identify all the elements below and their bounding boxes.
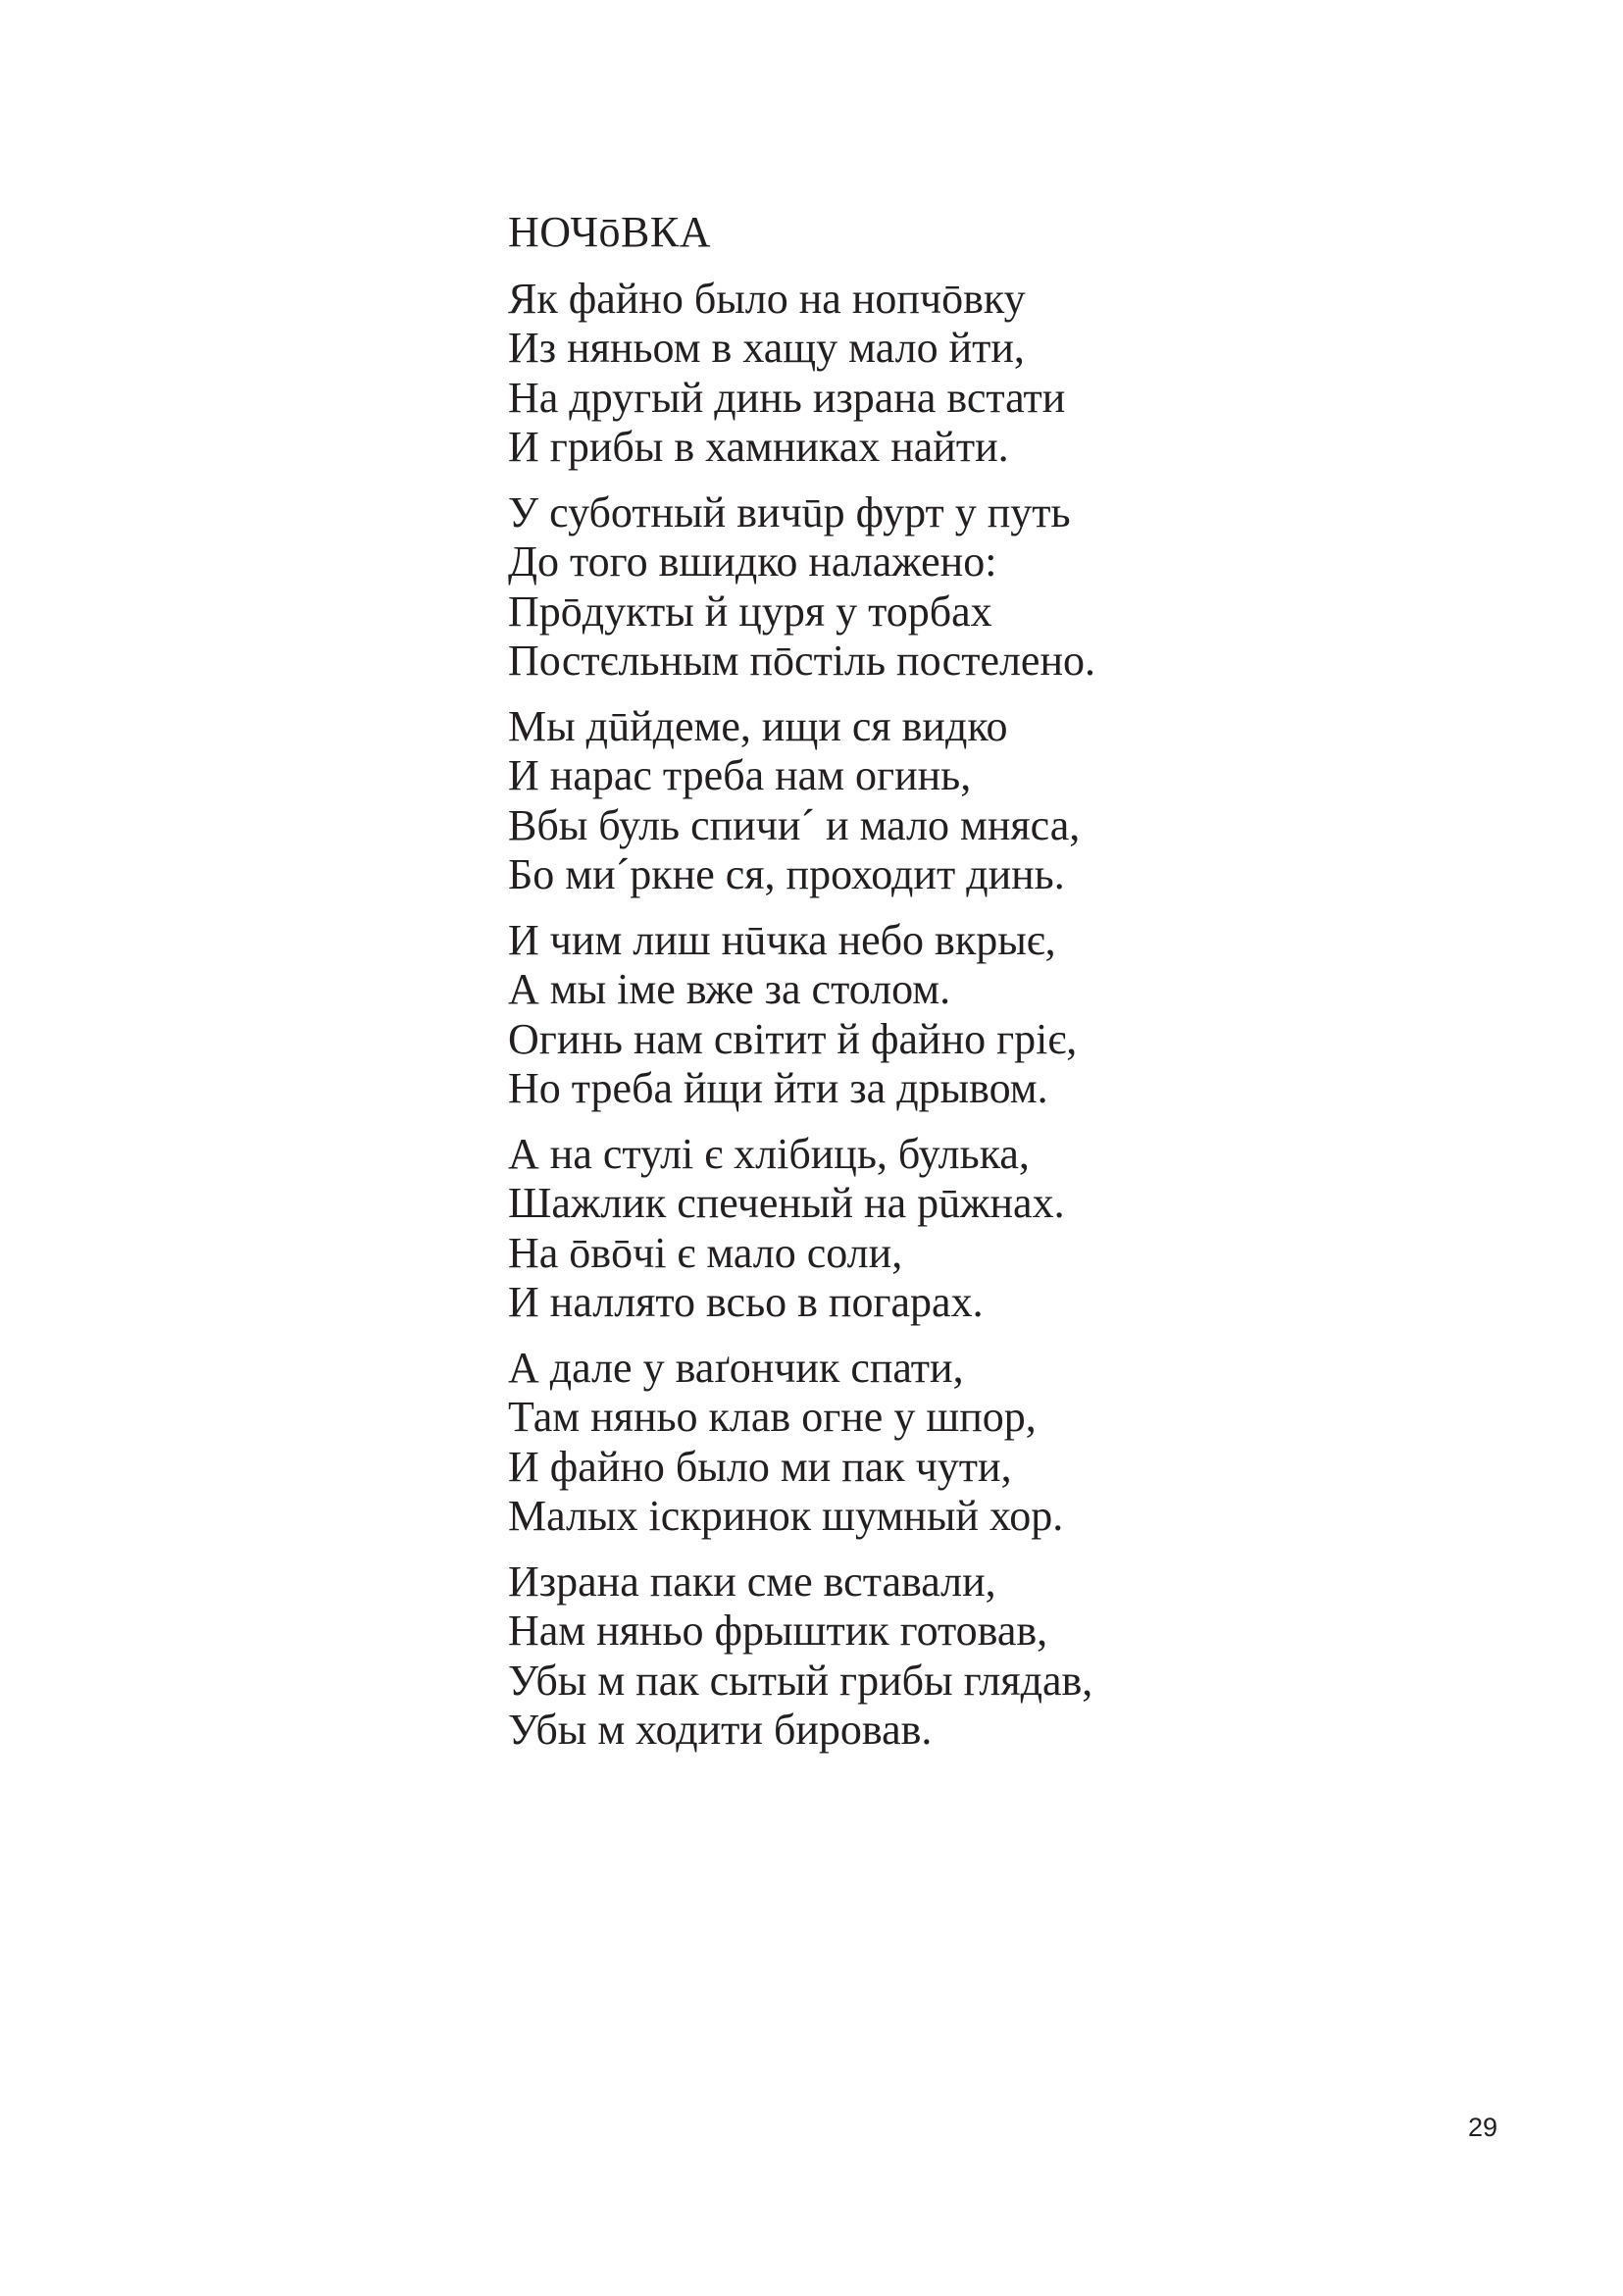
poem-line: Шажлик спеченый на рūжнах. [508,1179,1065,1227]
poem-line: И нарас треба нам огинь, [508,751,972,799]
poem-line: Убы м ходити бировав. [508,1706,933,1754]
poem-line: Постєльным пōстіль постелено. [508,637,1096,685]
poem-line: И грибы в хамниках найти. [508,423,1009,471]
poem-line: Огинь нам світит й файно гріє, [508,1014,1078,1063]
poem-line: Израна паки сме вставали, [508,1556,996,1606]
poem-line: Мы дūйдеме, ищи ся видко [508,701,1008,750]
poem-line: И файно было ми пак чути, [508,1442,1012,1491]
poem-line: Як файно было на нопчōвку [508,274,1026,323]
poem-line: Прōдукты й цуря у торбах [508,587,992,636]
poem [508,208,1391,1771]
page-number: 29 [1468,2113,1498,2142]
stanza-1 [508,275,1391,473]
poem-line: А дале у ваґончик спати, [508,1343,964,1392]
poem-title: НОЧōВКА [508,208,712,256]
stanza-4 [508,916,1391,1114]
poem-line: И чим лиш нūчка небо вкрыє, [508,915,1056,964]
poem-line: У суботный вичūр фурт у путь [508,487,1071,536]
poem-line: На ōвōчі є мало соли, [508,1228,903,1277]
stanza-5 [508,1130,1391,1328]
poem-line: Но треба йщи йти за дрывом. [508,1064,1048,1112]
poem-line: Нам няньо фрыштик готовав, [508,1607,1048,1655]
poem-line: До того вшидко налажено: [508,537,997,586]
poem-line: Там няньо клав огне у шпор, [508,1393,1037,1441]
stanza-3 [508,702,1391,900]
poem-line: А мы іме вже за столом. [508,965,951,1013]
poem-line: А на стулі є хлібиць, булька, [508,1129,1030,1178]
poem-line: На другый динь израна встати [508,373,1066,422]
poem-line: Вбы буль спичи´ и мало мняса, [508,800,1081,849]
stanza-2 [508,488,1391,687]
poem-line: Бо ми´ркне ся, проходит динь. [508,850,1065,898]
stanza-6 [508,1344,1391,1542]
stanza-7 [508,1557,1391,1756]
poem-line: Из няньом в хащу мало йти, [508,324,1025,372]
poem-line: Малых іскринок шумный хор. [508,1492,1064,1540]
poem-line: Убы м пак сытый грибы глядав, [508,1656,1093,1705]
poem-line: И наллято всьо в погарах. [508,1278,984,1326]
